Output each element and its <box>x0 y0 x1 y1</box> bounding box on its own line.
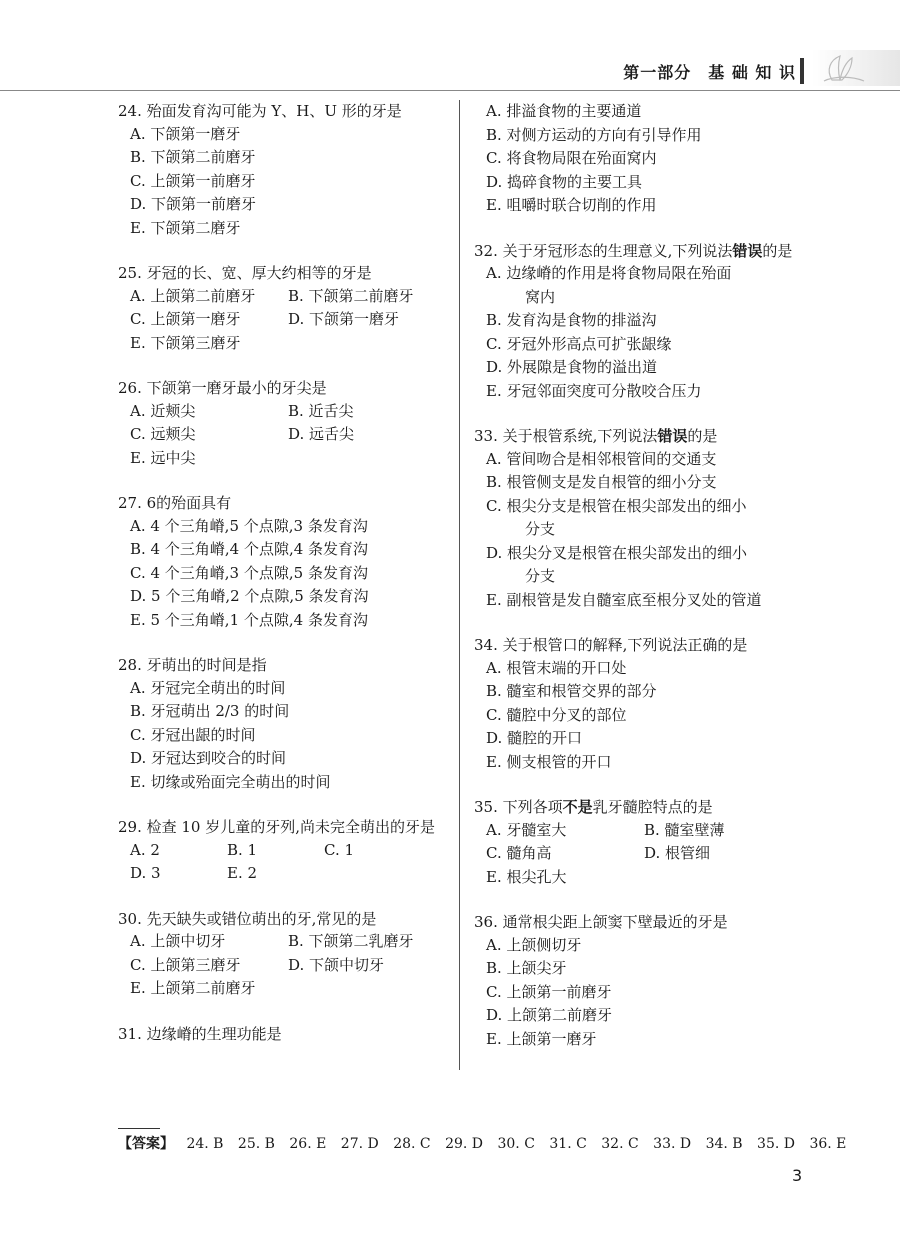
left-column <box>118 100 458 1067</box>
question-29 <box>118 816 458 886</box>
option: D. 下颌第一磨牙 <box>288 310 400 328</box>
stem-text: 的是 <box>762 241 793 260</box>
option: E. 上颌第一磨牙 <box>486 1029 597 1048</box>
option: B. 上颌尖牙 <box>486 959 567 977</box>
question-31-options <box>474 100 819 218</box>
question-stem: 24. 殆面发育沟可能为 Y、H、U 形的牙是 <box>118 102 402 120</box>
question-25 <box>118 262 458 355</box>
option-row <box>118 862 458 886</box>
answer-label: 【答案】 <box>118 1136 174 1152</box>
option: C. 上颌第三磨牙 <box>130 955 241 974</box>
option: B. 近舌尖 <box>288 401 354 420</box>
option-row <box>118 954 458 978</box>
question-stem <box>474 240 819 263</box>
option: D. 根管细 <box>644 844 711 862</box>
option: C. 上颌第一前磨牙 <box>130 171 256 190</box>
question-stem: 25. 牙冠的长、宽、厚大约相等的牙是 <box>118 264 372 282</box>
option: E. 5 个三角嵴,1 个点隙,4 条发育沟 <box>130 610 368 629</box>
option: D. 下颌中切牙 <box>288 955 385 974</box>
option-row <box>118 423 458 447</box>
question-33 <box>474 425 819 612</box>
option: A. 牙冠完全萌出的时间 <box>130 678 286 697</box>
lotus-logo-icon <box>812 50 900 86</box>
right-column <box>474 100 819 1073</box>
option-row <box>118 400 458 424</box>
answer-item: 26. E <box>289 1136 327 1152</box>
stem-text: 的是 <box>687 427 718 445</box>
answer-rule <box>118 1128 160 1129</box>
option: D. 捣碎食物的主要工具 <box>486 172 643 191</box>
option: C. 髓角高 <box>486 844 552 862</box>
option: A. 上颌侧切牙 <box>486 935 582 954</box>
page-header <box>0 0 900 100</box>
option: E. 根尖孔大 <box>486 867 567 886</box>
option: C. 上颌第一磨牙 <box>130 310 241 328</box>
option-row <box>118 308 458 332</box>
answer-key <box>118 1133 856 1153</box>
question-stem: 36. 通常根尖距上颌窦下壁最近的牙是 <box>474 913 728 931</box>
option: D. 髓腔的开口 <box>486 729 583 747</box>
option: D. 根尖分叉是根管在根尖部发出的细小 <box>486 543 748 562</box>
question-stem: 29. 检查 10 岁儿童的牙列,尚未完全萌出的牙是 <box>118 818 436 836</box>
option: B. 1 <box>227 840 258 859</box>
option: C. 上颌第一前磨牙 <box>486 982 612 1001</box>
option: E. 下颌第二磨牙 <box>130 218 241 237</box>
stem-emphasis: 错误 <box>732 241 763 260</box>
option: D. 远舌尖 <box>288 425 355 443</box>
option: A. 牙髓室大 <box>486 820 567 839</box>
option: B. 4 个三角嵴,4 个点隙,4 条发育沟 <box>130 540 369 558</box>
option: A. 上颌中切牙 <box>130 932 226 950</box>
question-stem: 26. 下颌第一磨牙最小的牙尖是 <box>118 379 327 397</box>
option: E. 侧支根管的开口 <box>486 752 612 771</box>
option: A. 边缘嵴的作用是将食物局限在殆面 <box>486 264 732 282</box>
question-30 <box>118 908 458 1001</box>
question-stem: 31. 边缘嵴的生理功能是 <box>118 1024 282 1043</box>
option: B. 下颌第二前磨牙 <box>130 148 256 166</box>
question-27 <box>118 492 458 632</box>
option: B. 牙冠萌出 2/3 的时间 <box>130 702 290 720</box>
stem-emphasis: 不是 <box>562 798 593 816</box>
option: A. 下颌第一磨牙 <box>130 124 241 143</box>
option: D. 上颌第二前磨牙 <box>486 1006 613 1024</box>
stem-text: 32. 关于牙冠形态的生理意义,下列说法 <box>474 241 733 260</box>
option: B. 下颌第二乳磨牙 <box>288 932 414 950</box>
answer-item: 34. B <box>705 1136 743 1152</box>
option: D. 牙冠达到咬合的时间 <box>130 749 287 767</box>
question-35 <box>474 796 819 889</box>
option: E. 牙冠邻面突度可分散咬合压力 <box>486 381 702 400</box>
option: E. 下颌第三磨牙 <box>130 333 241 352</box>
header-rule <box>0 90 900 91</box>
page-number: 3 <box>792 1166 803 1185</box>
section-title: 第一部分 基 础 知 识 <box>623 63 796 82</box>
question-24 <box>118 100 458 240</box>
answer-item: 27. D <box>340 1136 379 1152</box>
option: B. 对侧方运动的方向有引导作用 <box>486 125 702 144</box>
option: C. 牙冠出龈的时间 <box>130 725 256 744</box>
option: B. 根管侧支是发自根管的细小分支 <box>486 473 717 491</box>
answer-item: 30. C <box>497 1136 535 1152</box>
answer-item: 35. D <box>757 1136 795 1152</box>
option: C. 髓腔中分叉的部位 <box>486 705 627 724</box>
option: A. 管间吻合是相邻根管间的交通支 <box>486 449 717 468</box>
question-stem <box>474 425 819 448</box>
question-stem <box>474 796 819 819</box>
stem-text: 乳牙髓腔特点的是 <box>592 798 713 816</box>
header-bar <box>800 58 804 84</box>
option: A. 2 <box>130 840 160 859</box>
option: D. 下颌第一前磨牙 <box>130 195 257 213</box>
question-stem: 30. 先天缺失或错位萌出的牙,常见的是 <box>118 909 377 928</box>
option: C. 远颊尖 <box>130 425 196 443</box>
answer-item: 24. B <box>186 1136 224 1152</box>
answer-item: 36. E <box>809 1136 847 1152</box>
option: A. 排溢食物的主要通道 <box>486 102 642 120</box>
answer-item: 29. D <box>445 1136 484 1152</box>
option: A. 根管末端的开口处 <box>486 658 627 677</box>
option: E. 2 <box>227 864 258 882</box>
option: C. 1 <box>324 840 355 859</box>
option: B. 髓室和根管交界的部分 <box>486 682 657 700</box>
question-26 <box>118 377 458 470</box>
option-row <box>118 839 458 863</box>
answer-item: 32. C <box>601 1136 639 1152</box>
answer-item: 33. D <box>653 1136 692 1152</box>
option-row <box>474 842 819 866</box>
option: D. 外展隙是食物的溢出道 <box>486 358 658 376</box>
question-34 <box>474 634 819 774</box>
option: E. 副根管是发自髓室底至根分叉处的管道 <box>486 590 762 609</box>
option-row <box>474 819 819 843</box>
question-36 <box>474 911 819 1051</box>
option: C. 根尖分支是根管在根尖部发出的细小 <box>486 496 747 515</box>
option: C. 牙冠外形高点可扩张龈缘 <box>486 334 672 353</box>
option-row <box>118 285 458 309</box>
stem-emphasis: 错误 <box>657 427 688 445</box>
question-stem: 27. 6的殆面具有 <box>118 494 232 512</box>
option: E. 远中尖 <box>130 448 196 467</box>
stem-text: 33. 关于根管系统,下列说法 <box>474 427 658 445</box>
option: A. 4 个三角嵴,5 个点隙,3 条发育沟 <box>130 516 368 535</box>
answer-item: 31. C <box>549 1136 587 1152</box>
option: D. 3 <box>130 864 161 882</box>
option: E. 上颌第二前磨牙 <box>130 979 256 997</box>
column-divider <box>459 100 460 1070</box>
option-continuation: 窝内 <box>525 287 556 306</box>
option: B. 下颌第二前磨牙 <box>288 286 414 305</box>
answer-item: 25. B <box>237 1136 275 1152</box>
option: E. 切缘或殆面完全萌出的时间 <box>130 772 331 791</box>
question-32 <box>474 240 819 404</box>
option-continuation: 分支 <box>525 520 556 538</box>
stem-text: 35. 下列各项 <box>474 798 563 816</box>
answer-item: 28. C <box>393 1136 431 1152</box>
question-stem: 28. 牙萌出的时间是指 <box>118 656 267 674</box>
option: D. 5 个三角嵴,2 个点隙,5 条发育沟 <box>130 587 369 605</box>
option: A. 近颊尖 <box>130 401 196 420</box>
question-stem: 34. 关于根管口的解释,下列说法正确的是 <box>474 636 748 654</box>
option-row <box>118 930 458 954</box>
option: B. 发育沟是食物的排溢沟 <box>486 311 657 329</box>
option: E. 咀嚼时联合切削的作用 <box>486 196 657 214</box>
option: C. 4 个三角嵴,3 个点隙,5 条发育沟 <box>130 563 368 582</box>
option: C. 将食物局限在殆面窝内 <box>486 149 657 167</box>
option: A. 上颌第二前磨牙 <box>130 286 256 305</box>
question-28 <box>118 654 458 794</box>
question-31 <box>118 1023 458 1046</box>
option: B. 髓室壁薄 <box>644 820 725 839</box>
option-continuation: 分支 <box>525 567 556 585</box>
